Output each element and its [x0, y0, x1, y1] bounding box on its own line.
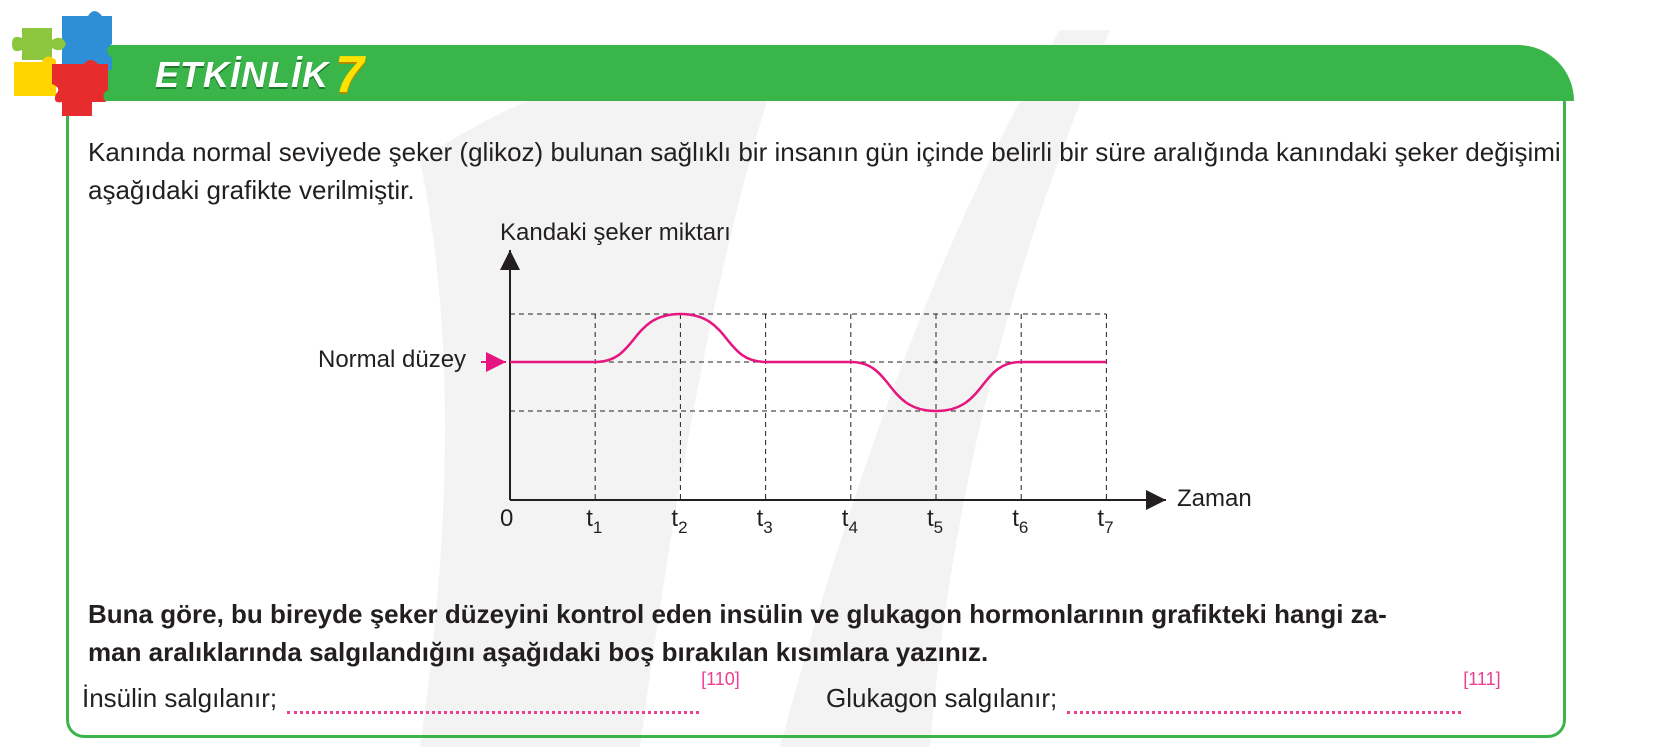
- x-tick-label: $t_1$: [586, 505, 603, 537]
- question-line-2: man aralıklarında salgılandığını aşağıdaki boş bırakılan kısımlara yazınız.: [88, 637, 989, 667]
- question-paragraph: [88, 595, 1608, 671]
- y-axis-label: Kandaki şeker miktarı: [500, 219, 731, 246]
- insulin-label: İnsülin salgılanır;: [82, 683, 278, 713]
- intro-paragraph: Kanında normal seviyede şeker (glikoz) bulunan sağlıklı bir insanın gün içinde belirli bir süre aralığında kanındaki şeker değişimi aşağıdaki grafikte verilmiştir.: [88, 137, 1561, 205]
- x-tick-label: $t_5$: [927, 505, 944, 537]
- origin-label: 0: [500, 505, 514, 532]
- activity-number: 7: [335, 46, 364, 104]
- question-line-1: Buna göre, bu bireyde şeker düzeyini kontrol eden insülin ve glukagon hormonlarının grafikteki hangi za-: [88, 599, 1387, 629]
- glukagon-answer-field[interactable]: [1067, 689, 1461, 714]
- insulin-reference: [110]: [701, 669, 740, 689]
- insulin-answer: [82, 669, 740, 714]
- x-tick-labels: [586, 505, 1113, 537]
- glukagon-reference: [111]: [1463, 669, 1501, 689]
- normal-level-label: Normal düzey: [318, 346, 467, 373]
- x-tick-label: $t_4$: [841, 505, 858, 537]
- chart-grid: [510, 314, 1106, 500]
- glukagon-answer: [826, 669, 1501, 714]
- x-axis-label: Zaman: [1177, 485, 1252, 512]
- activity-title-word: ETKİNLİK: [155, 54, 329, 95]
- x-tick-label: $t_7$: [1097, 505, 1114, 537]
- glukagon-label: Glukagon salgılanır;: [826, 683, 1058, 713]
- x-tick-label: $t_3$: [756, 505, 773, 537]
- sugar-level-line: [510, 314, 1106, 411]
- x-tick-label: $t_6$: [1012, 505, 1029, 537]
- x-tick-label: $t_2$: [671, 505, 688, 537]
- insulin-answer-field[interactable]: [287, 689, 699, 714]
